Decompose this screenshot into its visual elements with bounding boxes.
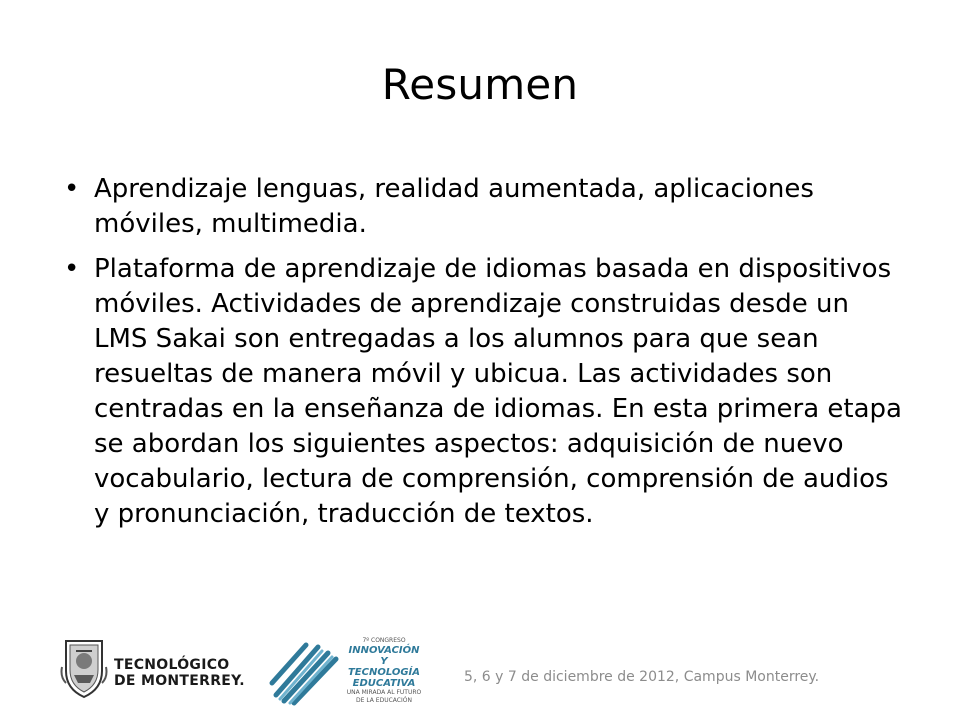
congreso-text (344, 637, 424, 705)
bullet-glyph: • (64, 174, 80, 204)
congreso-edition: 7º CONGRESO (362, 637, 406, 644)
tecnologico-de-monterrey-logo (52, 631, 245, 707)
bullet-glyph: • (64, 254, 80, 284)
bullet-text: Plataforma de aprendizaje de idiomas basada en dispositivos móviles. Actividades de aprendizaje construidas desde un LMS Sakai son entregadas a los alumnos para que sean resueltas de manera móvil y ubicua. Las actividades son centradas en la enseñanza de idiomas. En esta primera etapa se abordan los siguientes aspectos: adquisición de nuevo vocabulario, lectura de comprensión, comprensión de audios y pronunciación, traducción de textos. (94, 254, 902, 529)
slide-footer (52, 625, 912, 710)
tec-logo-line2: DE MONTERREY. (114, 673, 245, 689)
congreso-mark-icon (266, 629, 346, 709)
footer-date: 5, 6 y 7 de diciembre de 2012, Campus Monterrey. (464, 669, 820, 685)
bullet-text: Aprendizaje lenguas, realidad aumentada, aplicaciones móviles, multimedia. (94, 174, 814, 239)
bullet-item (64, 252, 904, 532)
tec-logo-text (114, 657, 245, 689)
bullet-item (64, 172, 904, 242)
congreso-tagline: UNA MIRADA AL FUTURO DE LA EDUCACIÓN (346, 689, 422, 704)
congreso-line2: Y TECNOLOGÍA (347, 656, 421, 678)
crest-icon (60, 637, 108, 699)
slide-title: Resumen (381, 60, 579, 109)
congreso-line3: EDUCATIVA (352, 678, 416, 689)
bullet-list (64, 172, 904, 542)
tec-logo-line1: TECNOLÓGICO (114, 657, 230, 673)
congreso-innovacion-logo (266, 629, 424, 709)
congreso-line1: INNOVACIÓN (348, 645, 420, 656)
